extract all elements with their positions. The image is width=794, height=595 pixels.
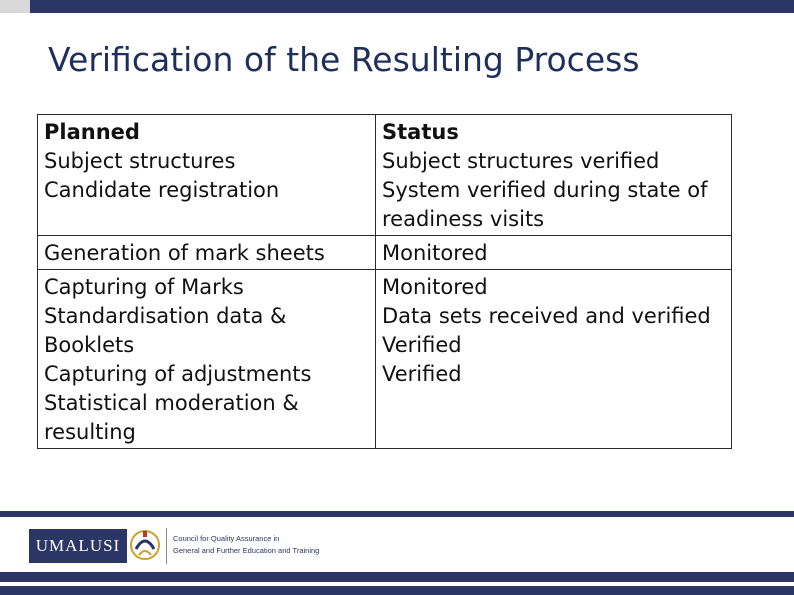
status-item: System verified during state of readiness visits xyxy=(382,178,708,231)
council-line: Council for Quality Assurance in xyxy=(173,534,280,543)
council-description xyxy=(173,533,319,557)
slide-title: Verification of the Resulting Process xyxy=(48,40,640,79)
council-line: General and Further Education and Training xyxy=(173,546,320,555)
status-cell xyxy=(376,270,732,449)
planned-item: Capturing of Marks xyxy=(44,275,244,299)
planned-item: Standardisation data & Booklets xyxy=(44,304,287,357)
planned-cell xyxy=(38,115,376,236)
status-item: Monitored xyxy=(382,275,488,299)
table-row xyxy=(38,270,732,449)
planned-item: Statistical moderation & resulting xyxy=(44,391,299,444)
status-cell xyxy=(376,115,732,236)
footer-divider-bar xyxy=(0,511,794,517)
status-item: Subject structures verified xyxy=(382,149,660,173)
status-cell xyxy=(376,236,732,270)
logo-separator xyxy=(166,528,167,564)
status-item: Monitored xyxy=(382,241,488,265)
footer-stripe xyxy=(0,586,794,595)
planned-cell xyxy=(38,236,376,270)
top-accent-block xyxy=(0,0,30,13)
table-row xyxy=(38,115,732,236)
table-row xyxy=(38,236,732,270)
planned-cell xyxy=(38,270,376,449)
umalusi-logo xyxy=(29,529,127,563)
planned-item: Subject structures xyxy=(44,149,236,173)
verification-table xyxy=(37,114,732,449)
umalusi-emblem-icon xyxy=(128,525,162,565)
status-header: Status xyxy=(382,120,459,144)
planned-item: Generation of mark sheets xyxy=(44,241,325,265)
planned-item: Capturing of adjustments xyxy=(44,362,312,386)
top-bar xyxy=(30,0,794,13)
footer-band xyxy=(0,572,794,582)
status-item: Verified xyxy=(382,333,462,357)
planned-header: Planned xyxy=(44,120,140,144)
planned-item: Candidate registration xyxy=(44,178,280,202)
status-item: Verified xyxy=(382,362,462,386)
logo-text: UMALUSI xyxy=(35,536,121,555)
status-item: Data sets received and verified xyxy=(382,304,711,328)
